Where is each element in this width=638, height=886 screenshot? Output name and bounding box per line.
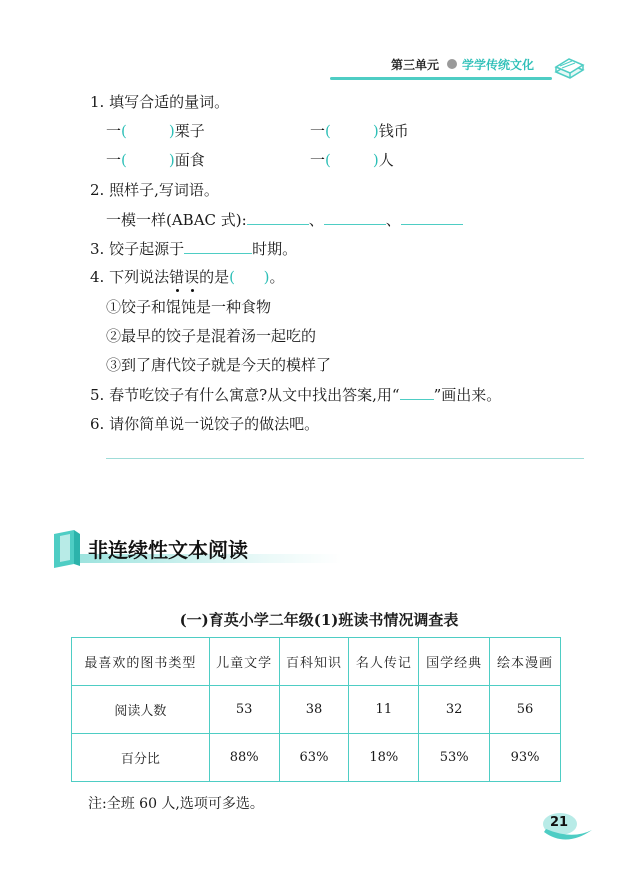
unit-topic: 学学传统文化 (462, 58, 535, 72)
answer-blank[interactable] (247, 210, 309, 225)
table-header-row (72, 638, 561, 686)
header-rule (330, 77, 552, 80)
unit-separator-dot (447, 59, 457, 69)
page-number: 21 (550, 815, 569, 830)
table-title: (一)育英小学二年级(1)班读书情况调查表 (179, 611, 459, 629)
underline-sample (400, 385, 434, 400)
row-label: 阅读人数 (72, 686, 210, 734)
table-cell: 56 (490, 686, 561, 734)
table-cell: 11 (349, 686, 419, 734)
row-label: 百分比 (72, 734, 210, 782)
answer-blank[interactable] (184, 239, 252, 254)
answer-writing-line[interactable] (106, 458, 584, 459)
q4-option-2: ②最早的饺子是混着汤一起吃的 (106, 327, 317, 345)
section-title: 非连续性文本阅读 (88, 538, 248, 562)
table-row (72, 686, 561, 734)
emphasis-char: 错 (169, 268, 185, 286)
question-4: 4. 下列说法错误的是( )。 (90, 268, 285, 286)
q2-example: 一模一样(ABAC 式): 、 、 (106, 210, 463, 230)
table-header-cell: 百科知识 (279, 638, 349, 686)
table-header-cell: 国学经典 (419, 638, 490, 686)
table-cell: 18% (349, 734, 419, 782)
q4-option-3: ③到了唐代饺子就是今天的模样了 (106, 356, 332, 374)
table-cell: 93% (490, 734, 561, 782)
q1-item-4: 一( )人 (310, 151, 394, 169)
q1-item-2: 一( )钱币 (310, 122, 409, 140)
table-cell: 63% (279, 734, 349, 782)
q1-item-1: 一( )栗子 (106, 122, 205, 140)
table-cell: 53% (419, 734, 490, 782)
table-row (72, 734, 561, 782)
question-5: 5. 春节吃饺子有什么寓意?从文中找出答案,用“ ”画出来。 (90, 386, 502, 404)
answer-blank[interactable]: ( ) (229, 268, 270, 286)
answer-blank[interactable] (401, 210, 463, 225)
table-note: 注:全班 60 人,选项可多选。 (88, 796, 264, 812)
question-6: 6. 请你简单说一说饺子的做法吧。 (90, 415, 320, 433)
answer-blank[interactable] (324, 210, 386, 225)
table-header-cell: 名人传记 (349, 638, 419, 686)
table-header-cell: 儿童文学 (209, 638, 279, 686)
question-3: 3. 饺子起源于 时期。 (90, 240, 298, 258)
question-1: 1. 填写合适的量词。 (90, 93, 230, 111)
book-stack-icon (553, 52, 585, 82)
unit-title: 第三单元 (391, 58, 440, 72)
table-cell: 88% (209, 734, 279, 782)
table-header-cell: 最喜欢的图书类型 (72, 638, 210, 686)
table-cell: 53 (209, 686, 279, 734)
q4-option-1: ①饺子和馄饨是一种食物 (106, 298, 272, 316)
table-header-cell: 绘本漫画 (490, 638, 561, 686)
table-cell: 32 (419, 686, 490, 734)
table-cell: 38 (279, 686, 349, 734)
q1-item-3: 一( )面食 (106, 151, 205, 169)
emphasis-char: 误 (184, 268, 200, 286)
question-2: 2. 照样子,写词语。 (90, 181, 219, 199)
reading-survey-table (71, 637, 561, 782)
